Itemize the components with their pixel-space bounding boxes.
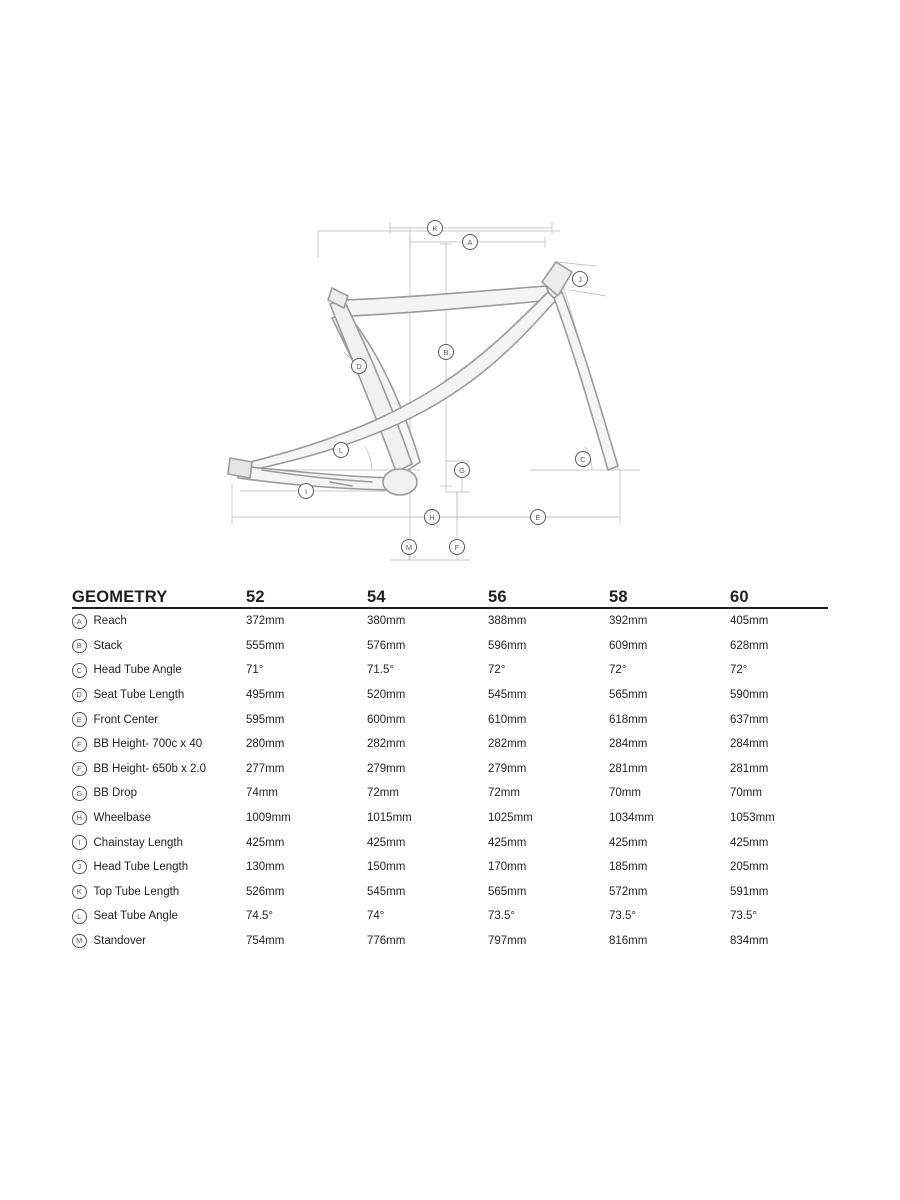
callout-G [455,463,470,478]
cell-head-tube-angle-60: 72° [730,664,748,677]
label-text: Chainstay Length [93,836,184,849]
callout-F [450,540,465,555]
svg-text:C: C [580,455,586,464]
cell-standover-60: 834mm [730,935,769,948]
badge-m-icon: M [72,934,87,949]
label-text: Stack [93,639,123,652]
cell-chainstay-length-58: 425mm [609,836,648,849]
cell-seat-tube-length-58: 565mm [609,689,648,702]
badge-b-icon: B [72,639,87,654]
callout-C [576,452,591,467]
svg-text:D: D [356,362,362,371]
cell-stack-52: 555mm [246,639,285,652]
badge-c-icon: C [72,663,87,678]
callout-I [299,484,314,499]
badge-d-icon: D [72,688,87,703]
cell-chainstay-length-56: 425mm [488,836,527,849]
cell-reach-52: 372mm [246,615,285,628]
cell-head-tube-angle-54: 71.5° [367,664,394,677]
cell-stack-58: 609mm [609,639,648,652]
table-row [72,781,851,806]
cell-front-center-52: 595mm [246,713,285,726]
svg-text:M: M [405,543,413,552]
label-text: Reach [93,615,127,628]
cell-reach-54: 380mm [367,615,406,628]
cell-top-tube-length-56: 565mm [488,885,527,898]
cell-seat-tube-angle-54: 74° [367,910,385,923]
cell-bb-height-700c-52: 280mm [246,738,285,751]
cell-stack-56: 596mm [488,639,527,652]
table-row [72,757,851,782]
cell-seat-tube-angle-58: 73.5° [609,910,636,923]
callout-L [334,443,349,458]
row-label-head-tube-length [72,855,246,880]
label-text: Top Tube Length [93,885,180,898]
geometry-title: GEOMETRY [72,588,168,606]
cell-head-tube-length-52: 130mm [246,861,285,874]
cell-top-tube-length-60: 591mm [730,885,769,898]
svg-text:G: G [459,466,465,475]
badge-f-icon: F [72,737,87,752]
cell-seat-tube-length-60: 590mm [730,689,769,702]
callout-K [428,221,443,236]
cell-seat-tube-length-54: 520mm [367,689,406,702]
cell-chainstay-length-52: 425mm [246,836,285,849]
cell-bb-height-650b-60: 281mm [730,762,769,775]
column-header-size-60: 60 [730,588,749,606]
cell-head-tube-angle-52: 71° [246,664,264,677]
svg-text:B: B [443,348,449,357]
row-label-bb-height-700c [72,732,246,757]
badge-f-icon: F [72,762,87,777]
row-label-chainstay-length [72,830,246,855]
cell-head-tube-length-54: 150mm [367,861,406,874]
cell-standover-54: 776mm [367,935,406,948]
cell-wheelbase-52: 1009mm [246,812,291,825]
badge-g-icon: G [72,786,87,801]
label-text: Head Tube Length [93,861,189,874]
cell-bb-height-700c-60: 284mm [730,738,769,751]
cell-reach-58: 392mm [609,615,648,628]
cell-seat-tube-angle-52: 74.5° [246,910,273,923]
column-header-size-54: 54 [367,588,386,606]
cell-chainstay-length-54: 425mm [367,836,406,849]
label-text: Front Center [93,713,159,726]
table-row [72,658,851,683]
cell-bb-drop-56: 72mm [488,787,520,800]
cell-chainstay-length-60: 425mm [730,836,769,849]
cell-bb-drop-54: 72mm [367,787,399,800]
row-label-wheelbase [72,806,246,831]
callout-A [463,235,478,250]
cell-top-tube-length-54: 545mm [367,885,406,898]
cell-stack-60: 628mm [730,639,769,652]
cell-standover-52: 754mm [246,935,285,948]
cell-head-tube-angle-56: 72° [488,664,506,677]
cell-front-center-56: 610mm [488,713,527,726]
svg-text:A: A [467,238,473,247]
cell-bb-drop-52: 74mm [246,787,278,800]
svg-text:J: J [578,275,582,284]
table-row [72,830,851,855]
row-label-seat-tube-length [72,683,246,708]
row-label-standover [72,929,246,954]
row-label-bb-drop [72,781,246,806]
svg-text:H: H [429,513,435,522]
cell-bb-height-700c-56: 282mm [488,738,527,751]
table-row [72,855,851,880]
column-header-size-56: 56 [488,588,507,606]
cell-bb-drop-60: 70mm [730,787,762,800]
cell-bb-height-700c-54: 282mm [367,738,406,751]
callout-E [531,510,546,525]
cell-seat-tube-length-56: 545mm [488,689,527,702]
cell-standover-58: 816mm [609,935,648,948]
cell-bb-height-650b-58: 281mm [609,762,648,775]
cell-reach-60: 405mm [730,615,769,628]
label-text: Wheelbase [93,812,152,825]
label-text: Seat Tube Angle [93,910,178,923]
cell-top-tube-length-58: 572mm [609,885,648,898]
frame-geometry-diagram [0,180,900,580]
badge-a-icon: A [72,614,87,629]
cell-wheelbase-58: 1034mm [609,812,654,825]
badge-h-icon: H [72,811,87,826]
cell-front-center-60: 637mm [730,713,769,726]
cell-front-center-54: 600mm [367,713,406,726]
row-label-bb-height-650b [72,757,246,782]
table-row [72,707,851,732]
row-label-front-center [72,707,246,732]
callout-H [425,510,440,525]
label-text: Standover [93,935,146,948]
cell-wheelbase-60: 1053mm [730,812,775,825]
badge-e-icon: E [72,712,87,727]
cell-seat-tube-angle-60: 73.5° [730,910,757,923]
table-header-row [72,588,851,607]
callout-B [439,345,454,360]
badge-j-icon: J [72,860,87,875]
badge-i-icon: I [72,835,87,850]
svg-text:F: F [454,543,460,552]
table-row [72,806,851,831]
row-label-head-tube-angle [72,658,246,683]
cell-bb-height-650b-54: 279mm [367,762,406,775]
cell-standover-56: 797mm [488,935,527,948]
row-label-reach [72,609,246,634]
table-row [72,880,851,905]
table-row [72,929,851,954]
cell-bb-height-700c-58: 284mm [609,738,648,751]
table-row [72,634,851,659]
table-head [72,588,851,609]
cell-head-tube-length-58: 185mm [609,861,648,874]
geometry-table [72,588,851,953]
label-text: Seat Tube Length [93,689,185,702]
cell-head-tube-length-60: 205mm [730,861,769,874]
geometry-table-wrapper [72,588,828,953]
svg-text:K: K [432,224,438,233]
table-row [72,609,851,634]
badge-k-icon: K [72,885,87,900]
row-label-top-tube-length [72,880,246,905]
cell-stack-54: 576mm [367,639,406,652]
table-row [72,683,851,708]
label-text: BB Drop [93,787,137,800]
cell-top-tube-length-52: 526mm [246,885,285,898]
badge-l-icon: L [72,909,87,924]
cell-bb-drop-58: 70mm [609,787,641,800]
row-label-seat-tube-angle [72,904,246,929]
label-text: Head Tube Angle [93,664,182,677]
label-text: BB Height- 700c x 40 [93,738,203,751]
callout-J [573,272,588,287]
cell-head-tube-length-56: 170mm [488,861,527,874]
callout-M [402,540,417,555]
cell-wheelbase-56: 1025mm [488,812,533,825]
svg-text:L: L [338,446,344,455]
table-body [72,609,851,953]
label-text: BB Height- 650b x 2.0 [93,762,207,775]
callout-D [352,359,367,374]
cell-wheelbase-54: 1015mm [367,812,412,825]
table-row [72,904,851,929]
column-header-size-52: 52 [246,588,265,606]
cell-bb-height-650b-56: 279mm [488,762,527,775]
svg-text:E: E [535,513,541,522]
cell-reach-56: 388mm [488,615,527,628]
column-header-size-58: 58 [609,588,628,606]
svg-text:I: I [304,487,308,496]
row-label-stack [72,634,246,659]
cell-front-center-58: 618mm [609,713,648,726]
cell-head-tube-angle-58: 72° [609,664,627,677]
table-row [72,732,851,757]
cell-bb-height-650b-52: 277mm [246,762,285,775]
cell-seat-tube-angle-56: 73.5° [488,910,515,923]
cell-seat-tube-length-52: 495mm [246,689,285,702]
